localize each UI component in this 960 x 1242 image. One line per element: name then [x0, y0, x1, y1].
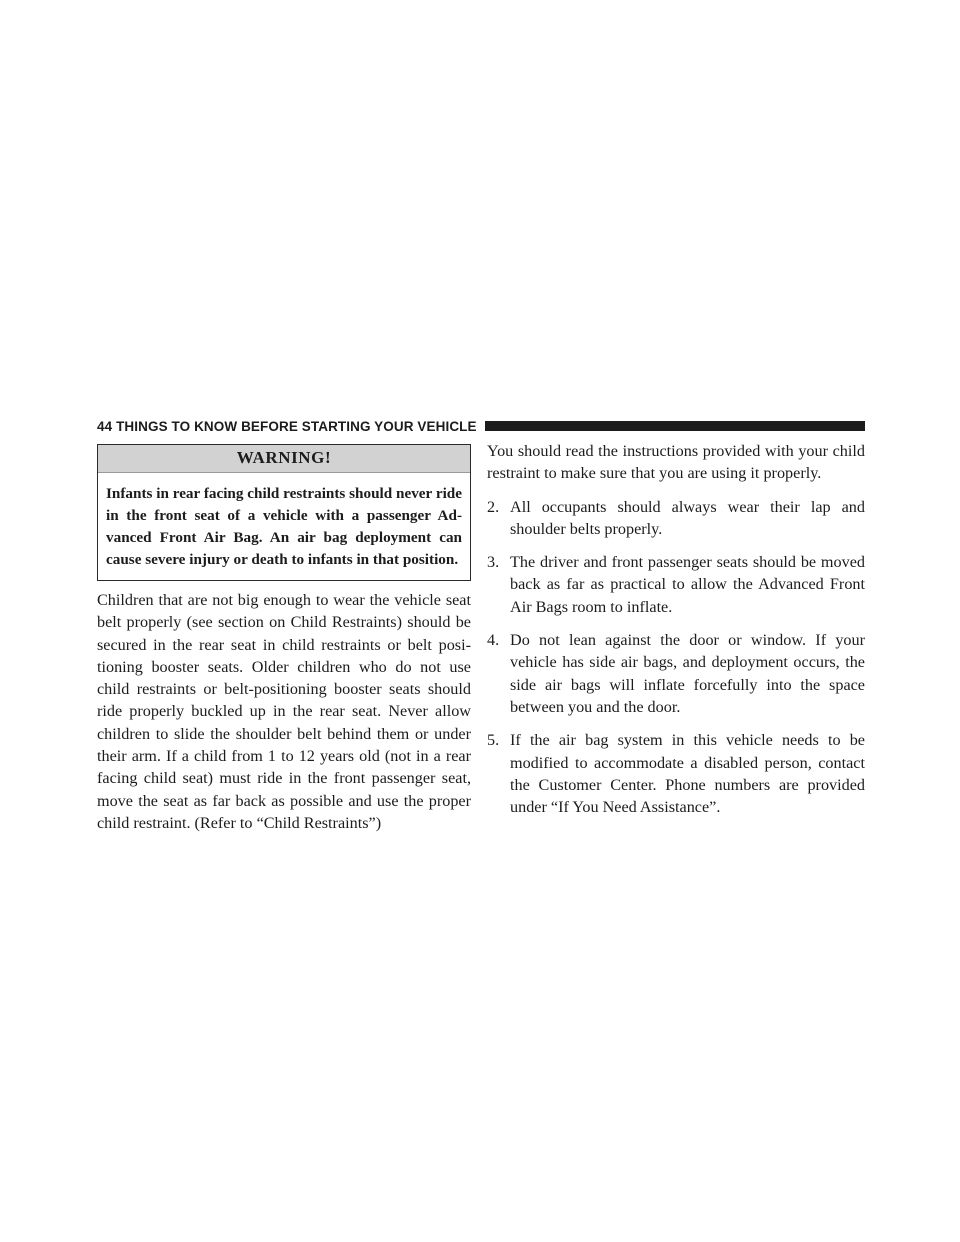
list-item — [487, 496, 865, 541]
header-rule — [485, 421, 865, 431]
list-item — [487, 629, 865, 718]
left-column — [97, 444, 471, 834]
safety-list — [487, 496, 865, 819]
list-item-number: 4. — [487, 631, 500, 650]
list-item-number: 2. — [487, 497, 500, 516]
list-item — [487, 551, 865, 618]
page-number-and-section-title: 44 THINGS TO KNOW BEFORE STARTING YOUR VEHICLE — [97, 418, 477, 434]
list-item-number: 5. — [487, 731, 500, 750]
warning-title: WARNING! — [98, 445, 470, 473]
warning-box — [97, 444, 471, 581]
page-header — [97, 416, 865, 436]
right-column — [487, 440, 865, 818]
warning-body: Infants in rear facing child restraints should never ride in the front seat of a vehicle with a passenger Advanced Front Air Bag. An air bag deployment can cause severe injury or death to infants in that position. — [106, 485, 462, 568]
list-item-text: Do not lean against the door or window. If your vehicle has side air bags, and deployment occurs, the side air bags will inflate forcefully into the space between you and the door. — [510, 631, 865, 716]
child-seating-paragraph: Children that are not big enough to wear the vehicle seat belt properly (see section on Child Restraints) should be secured in the rear seat in child restraints or belt positioning booster seats. Older children who do not use child restraints or belt-positioning booster seats should ride properly buckled up in the rear seat. Never allow children to slide the shoulder belt behind them or under their arm. If a child from 1 to 12 years old (not in a rear facing child seat) must ride in the front passenger seat, move the seat as far back as possible and use the proper child restraint. (Refer to “Child Restraints”) — [97, 591, 471, 832]
instructions-paragraph: You should read the instructions provided with your child restraint to make sure that you are using it properly. — [487, 442, 865, 483]
list-item-text: All occupants should always wear their lap and shoulder belts properly. — [510, 497, 865, 538]
list-item — [487, 729, 865, 818]
list-item-text: If the air bag system in this vehicle needs to be modified to accommodate a disabled person, contact the Customer Center. Phone numbers are provided under “If You Need Assistance”. — [510, 731, 865, 817]
list-item-text: The driver and front passenger seats should be moved back as far as practical to allow the Advanced Front Air Bags room to inflate. — [510, 553, 865, 616]
list-item-number: 3. — [487, 553, 500, 572]
